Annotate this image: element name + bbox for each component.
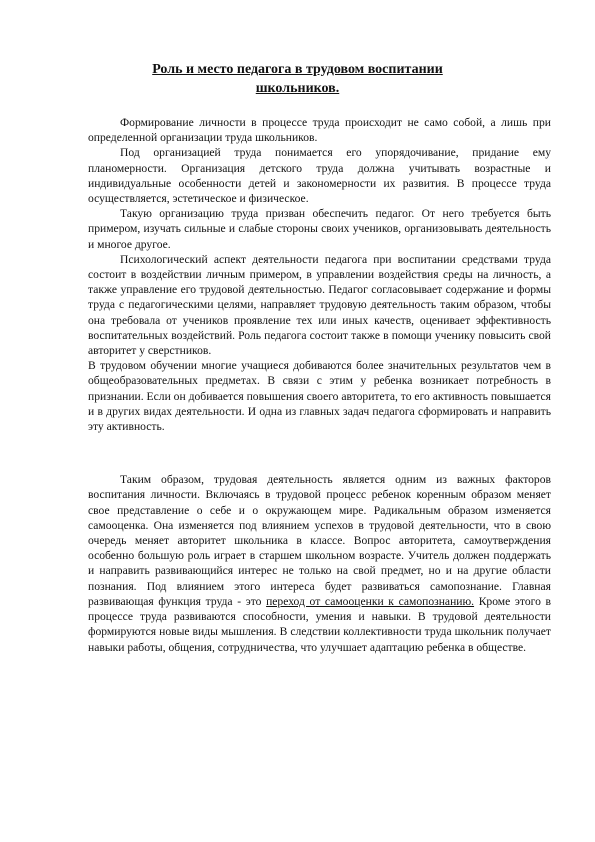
paragraph-spacer [88, 434, 551, 472]
paragraph-2: Под организацией труда понимается его упорядочивание, придание ему планомерности. Организация детского труда должна учитывать возрастные и индивидуальные особенности детей и закономерности их развития. В процессе труда осуществляется, эстетическое и физическое. [88, 146, 551, 206]
title-line-1: Роль и место педагога в трудовом воспитании [152, 62, 443, 77]
paragraph-1: Формирование личности в процессе труда происходит не само собой, а лишь при определенной организации труда школьников. [88, 116, 551, 145]
title-line-2: школьников. [255, 81, 340, 96]
underlined-phrase: переход от самооценки к самопознанию. [266, 594, 475, 608]
paragraph-6-text-end: Кроме этого в процессе труда развиваются способности, умения и навыки. В трудовой деятельности формируются новые виды мышления. В следствии коллективности труда школьник получает навыки работы, общения, сотрудничества, что улучшает адаптацию ребенка в обществе. [88, 594, 551, 654]
paragraph-3: Такую организацию труда призван обеспечить педагог. От него требуется быть примером, изучать сильные и слабые стороны своих учеников, организовывать деятельность и многое другое. [88, 207, 551, 251]
paragraph-6-text-start: Таким образом, трудовая деятельность является одним из важных факторов воспитания личности. Включаясь в трудовой процесс ребенок коренным образом меняет свое представление о себе и о окружающем мире. Радикальным образом изменяется самооценка. Она изменяется под влиянием успехов в трудовой деятельности, что в свою очередь меняет авторитет школьника в классе. Вопрос авторитета, самоутверждения особенно большую роль играет в старшем школьном возрасте. Учитель должен поддержать и направить развивающийся интерес не только на свой предмет, но и на другие области познания. Под влиянием этого интереса будет развиваться самопознание. Главная развивающая функция труда - это [88, 473, 551, 608]
paragraph-5: В трудовом обучении многие учащиеся добиваются более значительных результатов чем в общеобразовательных предметах. В связи с этим у ребенка возникает потребность в признании. Если он добивается повышения своего авторитета, то его активность повышается и в других видах деятельности. И одна из главных задач педагога сформировать и направить эту активность. [88, 359, 551, 434]
paragraph-4: Психологический аспект деятельности педагога при воспитании средствами труда состоит в воздействии личным примером, в управлении воздействия среды на личность, а также управление его трудовой деятельностью. Педагог согласовывает содержание и формы труда с педагогическими целями, направляет трудовую деятельность таким образом, чтобы она требовала от учеников проявление тех или иных качеств, оценивает эффективность воспитательных воздействий. Роль педагога состоит также в помощи ученику повысить свой авторитет у сверстников. [88, 252, 551, 358]
document-body [88, 115, 551, 655]
paragraph-6 [88, 472, 551, 654]
document-title [115, 60, 480, 98]
